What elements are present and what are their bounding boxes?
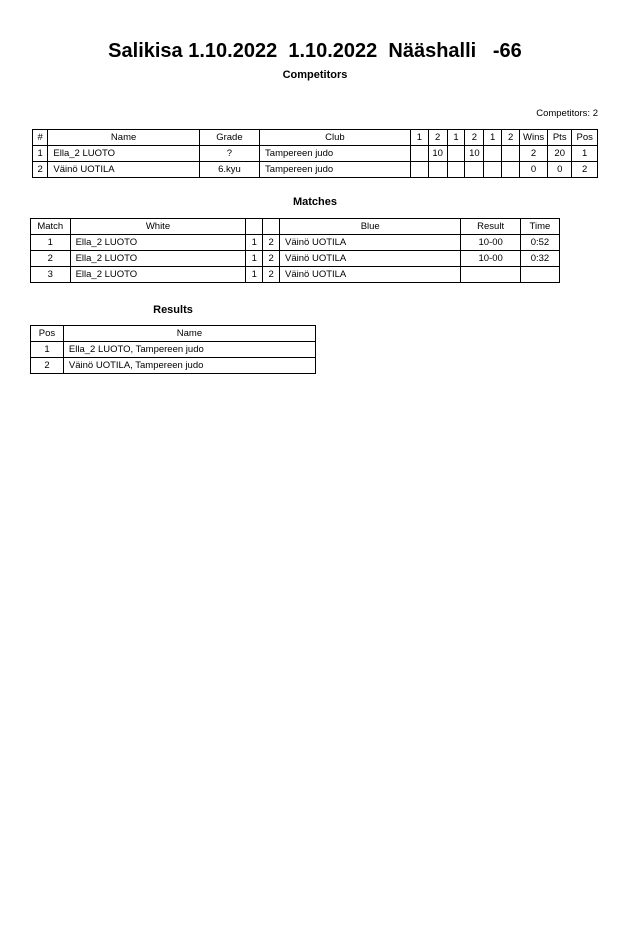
match-result: 10-00 [461,235,521,251]
competitor-name: Väinö UOTILA [48,162,199,178]
match-blue-score: 2 [263,251,280,267]
match-white-score: 1 [246,235,263,251]
result-pos: 2 [31,358,64,374]
competitor-score-1b [447,146,465,162]
match-blue-score: 2 [263,267,280,283]
column-header-score-2a: 2 [428,130,447,146]
match-result [461,267,521,283]
column-header-match: Match [31,219,71,235]
competitor-name: Ella_2 LUOTO [48,146,199,162]
column-header-blue-score [263,219,280,235]
competitor-score-2b [465,162,484,178]
competitor-score-1a [410,146,428,162]
column-header-score-1c: 1 [484,130,502,146]
competitor-score-2b: 10 [465,146,484,162]
match-number: 1 [31,235,71,251]
matches-header-row [31,219,560,235]
competitors-count: Competitors: 2 [536,108,598,119]
column-header-score-1b: 1 [447,130,465,146]
table-row [31,342,316,358]
matches-table [30,218,560,283]
competitor-score-1c [484,146,502,162]
column-header-result: Result [461,219,521,235]
competitor-score-2c [502,146,520,162]
column-header-grade: Grade [199,130,259,146]
column-header-score-2b: 2 [465,130,484,146]
column-header-score-2c: 2 [502,130,520,146]
column-header-white-score [246,219,263,235]
match-blue-score: 2 [263,235,280,251]
competitor-score-2a [428,162,447,178]
column-header-pos: Pos [31,326,64,342]
match-blue-name: Väinö UOTILA [280,267,461,283]
match-number: 3 [31,267,71,283]
column-header-number: # [33,130,48,146]
match-white-score: 1 [246,267,263,283]
match-white-name: Ella_2 LUOTO [70,235,246,251]
table-row [31,267,560,283]
column-header-name: Name [48,130,199,146]
match-white-score: 1 [246,251,263,267]
match-number: 2 [31,251,71,267]
column-header-club: Club [260,130,411,146]
competitor-grade: ? [199,146,259,162]
results-heading: Results [153,304,193,316]
competitor-score-2a: 10 [428,146,447,162]
column-header-pos: Pos [572,130,598,146]
result-name: Ella_2 LUOTO, Tampereen judo [63,342,315,358]
tournament-sheet [0,40,630,931]
competitors-heading: Competitors [282,69,348,81]
competitor-wins: 2 [520,146,548,162]
table-row [33,162,598,178]
result-pos: 1 [31,342,64,358]
match-white-name: Ella_2 LUOTO [70,251,246,267]
competitor-pts: 20 [548,146,572,162]
results-table [30,325,316,374]
competitors-table [32,129,598,178]
competitor-score-2c [502,162,520,178]
competitor-club: Tampereen judo [260,146,411,162]
table-row [31,358,316,374]
results-header-row [31,326,316,342]
competitor-wins: 0 [520,162,548,178]
competitors-header-row [33,130,598,146]
match-blue-name: Väinö UOTILA [280,235,461,251]
column-header-blue: Blue [280,219,461,235]
result-name: Väinö UOTILA, Tampereen judo [63,358,315,374]
competitor-score-1b [447,162,465,178]
competitor-number: 2 [33,162,48,178]
competitor-number: 1 [33,146,48,162]
column-header-score-1a: 1 [410,130,428,146]
table-row [33,146,598,162]
match-blue-name: Väinö UOTILA [280,251,461,267]
match-result: 10-00 [461,251,521,267]
competitor-score-1c [484,162,502,178]
table-row [31,251,560,267]
competitor-club: Tampereen judo [260,162,411,178]
competitor-pos: 2 [572,162,598,178]
table-row [31,235,560,251]
page-title: Salikisa 1.10.2022 1.10.2022 Nääshalli -66 [108,40,522,62]
matches-heading: Matches [292,196,338,208]
column-header-white: White [70,219,246,235]
match-time: 0:32 [520,251,559,267]
match-time [520,267,559,283]
column-header-pts: Pts [548,130,572,146]
column-header-time: Time [520,219,559,235]
competitor-pos: 1 [572,146,598,162]
column-header-wins: Wins [520,130,548,146]
competitor-pts: 0 [548,162,572,178]
competitor-score-1a [410,162,428,178]
column-header-name: Name [63,326,315,342]
match-time: 0:52 [520,235,559,251]
competitor-grade: 6.kyu [199,162,259,178]
match-white-name: Ella_2 LUOTO [70,267,246,283]
